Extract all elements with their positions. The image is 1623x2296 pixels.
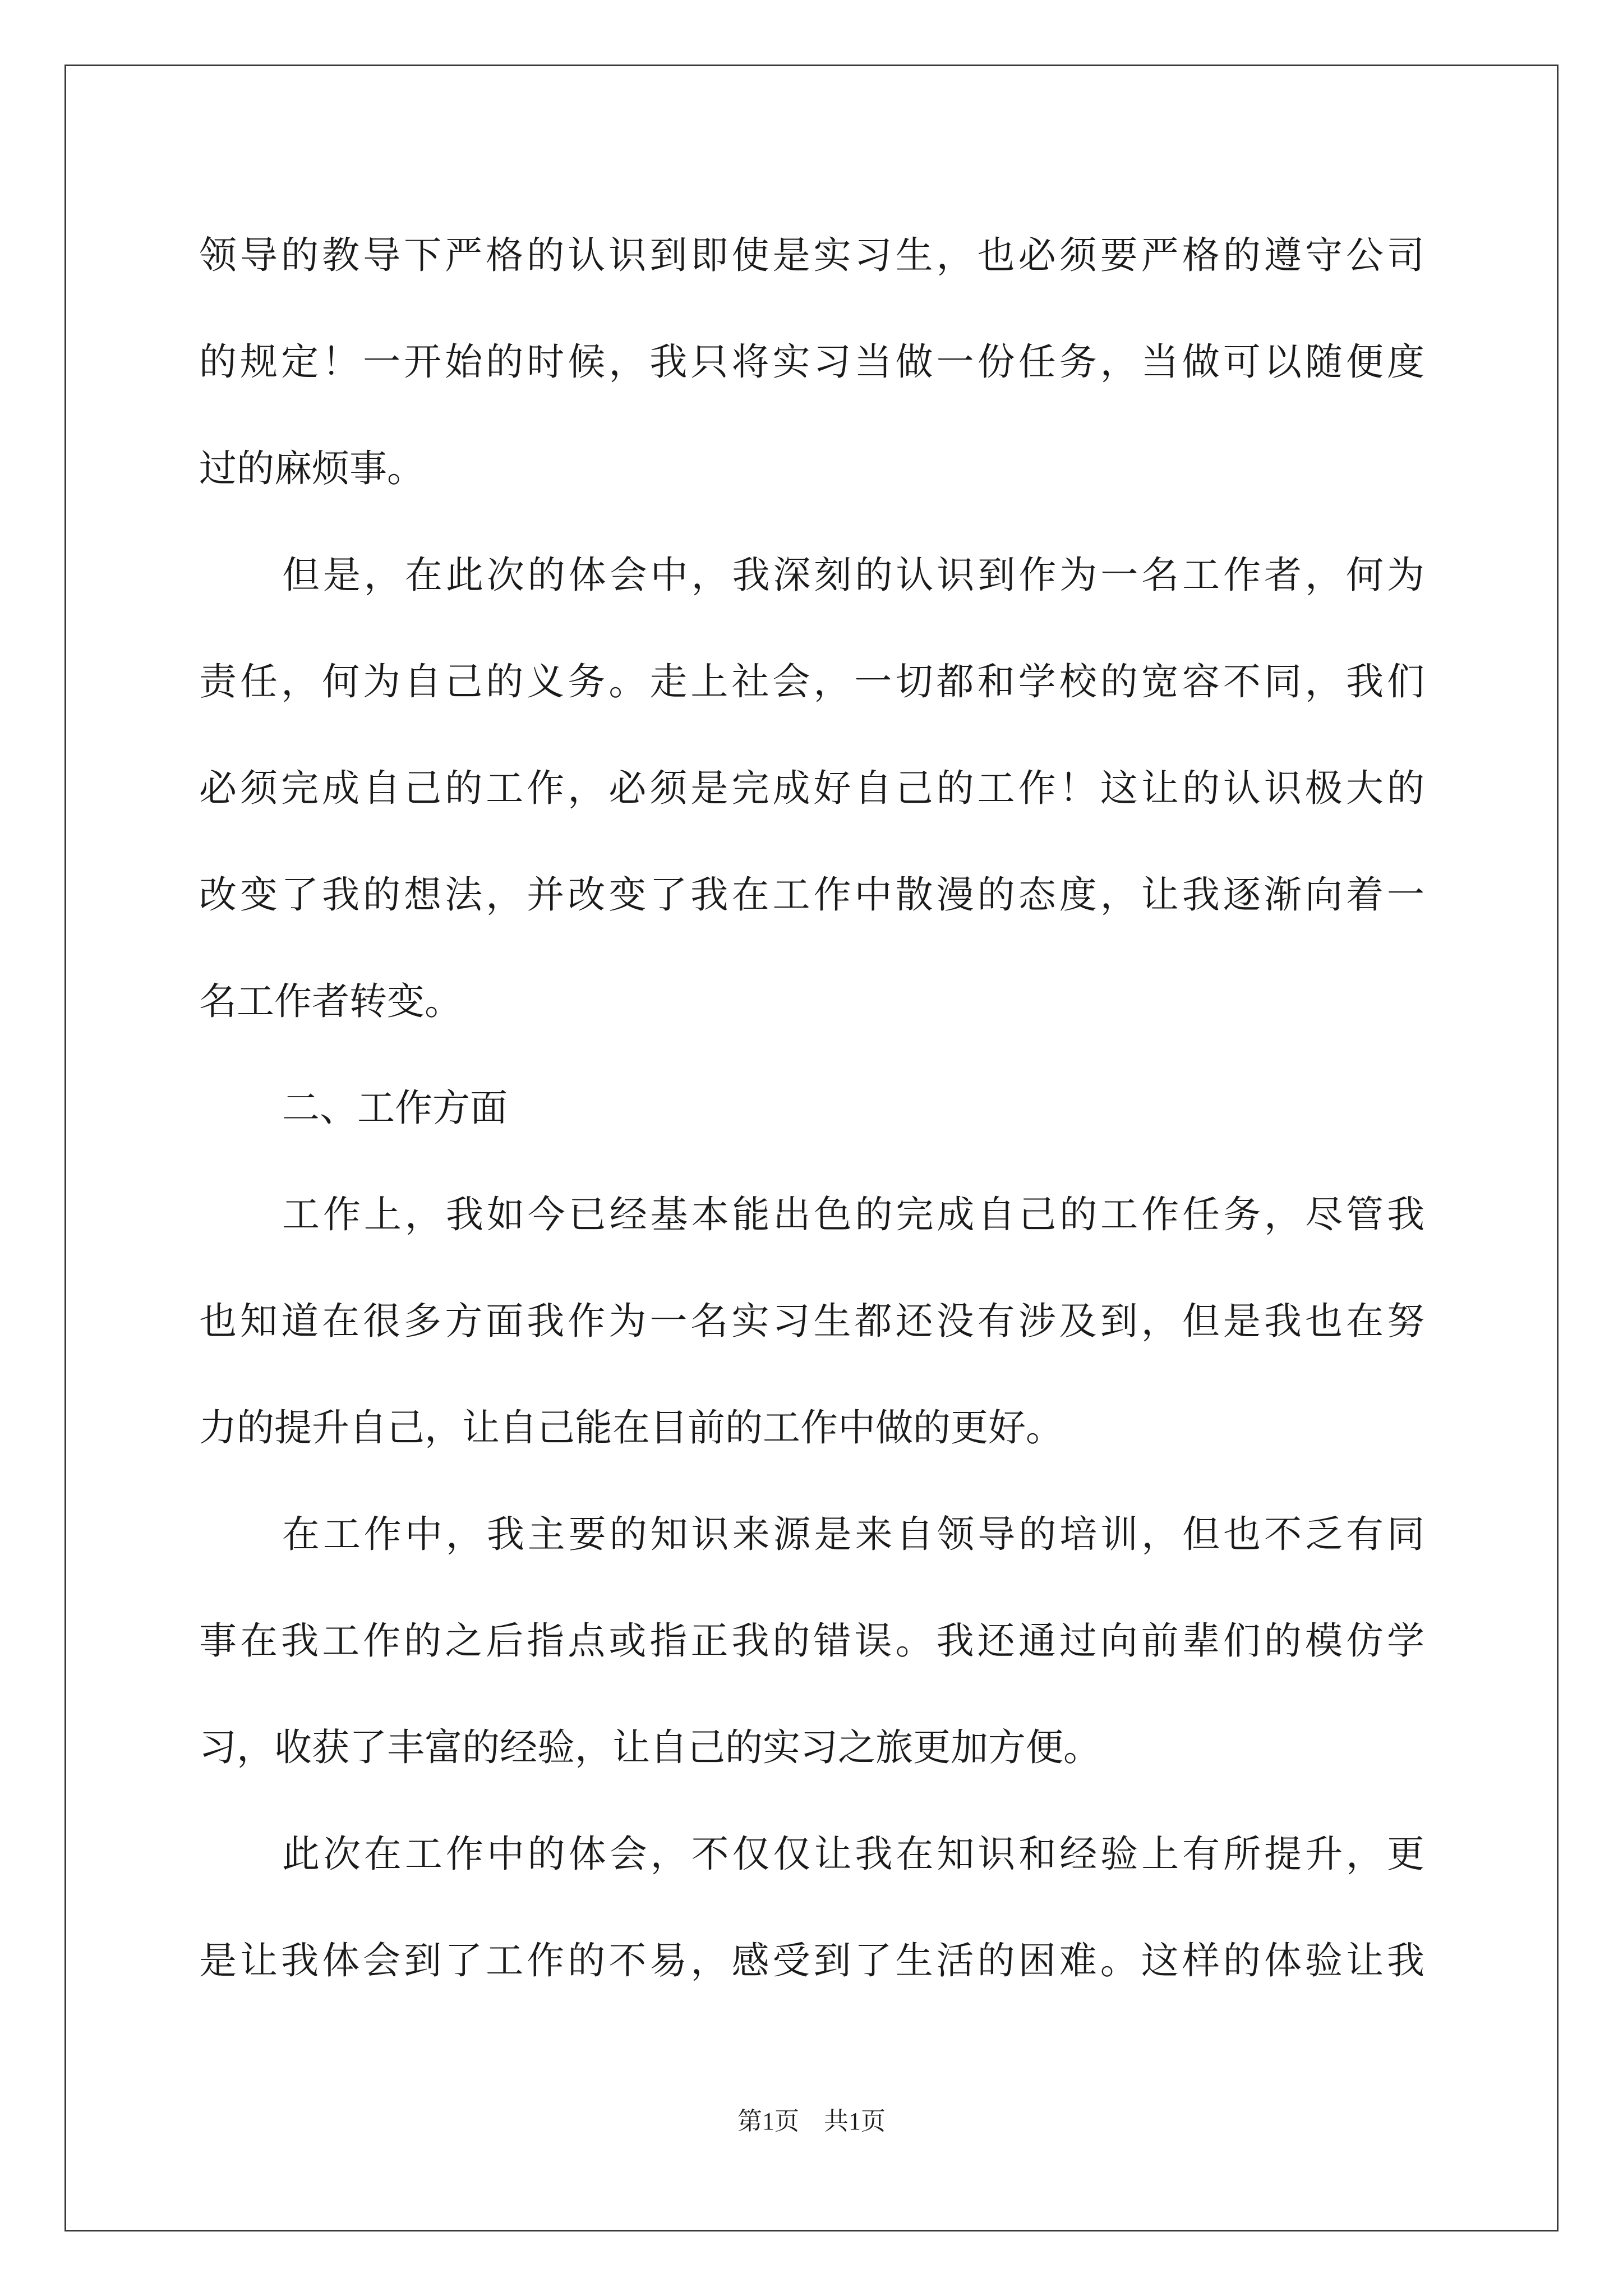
text-line: 也知道在很多方面我作为一名实习生都还没有涉及到，但是我也在努 — [199, 1299, 1424, 1343]
paragraph — [199, 522, 1424, 1055]
paragraph — [199, 202, 1424, 522]
text-line: 改变了我的想法，并改变了我在工作中散漫的态度，让我逐渐向着一 — [199, 873, 1424, 917]
text-line: 力的提升自己，让自己能在目前的工作中做的更好。 — [199, 1406, 1063, 1450]
text-line: 二、工作方面 — [282, 1086, 508, 1130]
text-line: 名工作者转变。 — [199, 979, 462, 1023]
section-heading — [199, 1055, 1424, 1161]
text-line: 在工作中，我主要的知识来源是来自领导的培训，但也不乏有同 — [282, 1512, 1424, 1556]
text-line: 习，收获了丰富的经验，让自己的实习之旅更加方便。 — [199, 1726, 1101, 1769]
paragraph — [199, 1801, 1424, 2014]
text-line: 的规定！一开始的时候，我只将实习当做一份任务，当做可以随便度 — [199, 340, 1424, 384]
paragraph — [199, 1161, 1424, 1481]
text-line: 工作上，我如今已经基本能出色的完成自己的工作任务，尽管我 — [282, 1193, 1424, 1236]
text-line: 责任，何为自己的义务。走上社会，一切都和学校的宽容不同，我们 — [199, 660, 1424, 703]
document-body — [199, 202, 1424, 2014]
page-footer: 第1页 共1页 — [737, 2108, 886, 2135]
text-line: 但是，在此次的体会中，我深刻的认识到作为一名工作者，何为 — [282, 553, 1424, 597]
text-line: 必须完成自己的工作，必须是完成好自己的工作！这让的认识极大的 — [199, 766, 1424, 810]
paragraph — [199, 1481, 1424, 1801]
text-line: 领导的教导下严格的认识到即使是实习生，也必须要严格的遵守公司 — [199, 233, 1424, 277]
text-line: 此次在工作中的体会，不仅仅让我在知识和经验上有所提升，更 — [282, 1832, 1424, 1876]
text-line: 事在我工作的之后指点或指正我的错误。我还通过向前辈们的模仿学 — [199, 1619, 1424, 1663]
text-line: 是让我体会到了工作的不易，感受到了生活的困难。这样的体验让我 — [199, 1939, 1424, 1982]
text-line: 过的麻烦事。 — [199, 447, 425, 490]
